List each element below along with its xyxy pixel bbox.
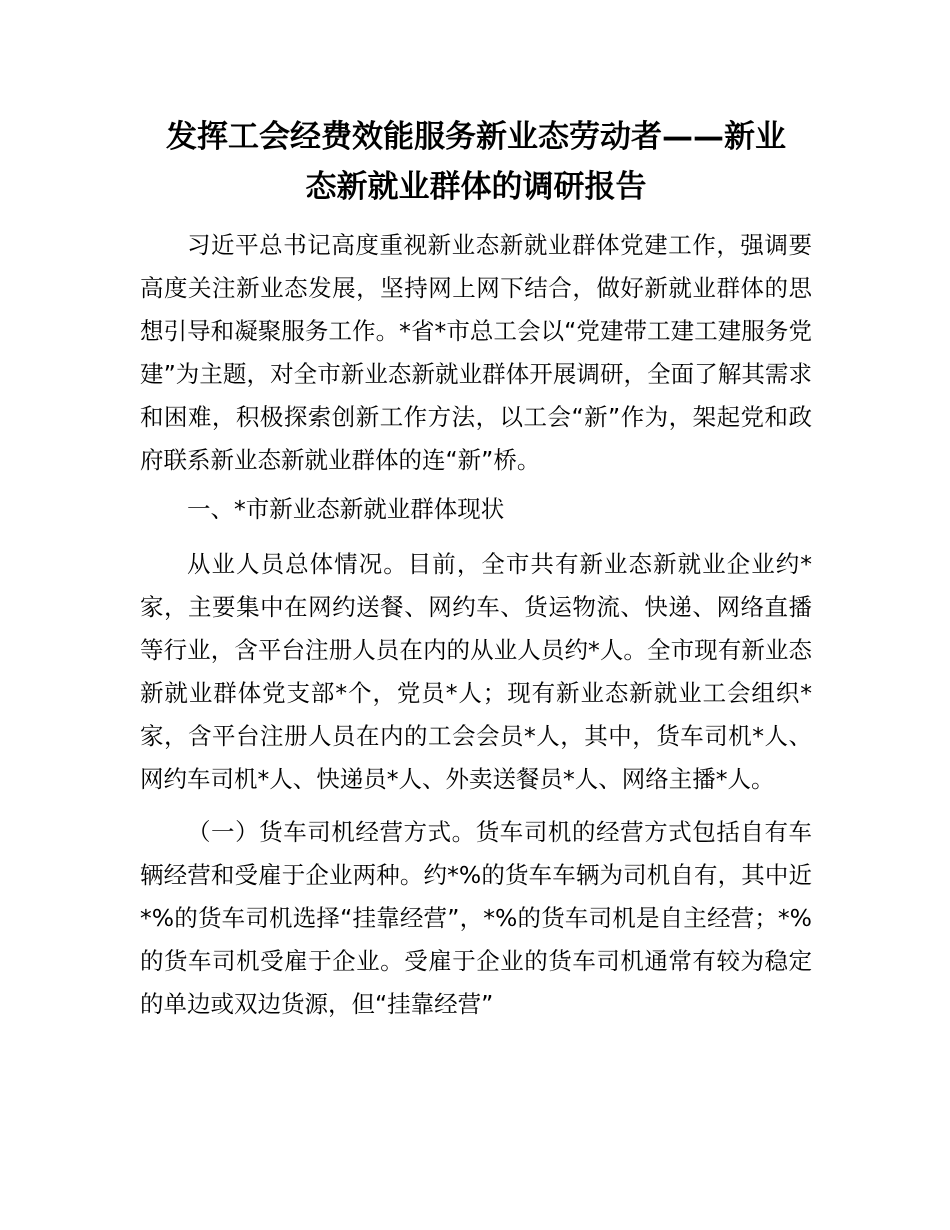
document-title-line-2: 态新就业群体的调研报告 (305, 169, 647, 205)
intro-paragraph: 习近平总书记高度重视新业态新就业群体党建工作，强调要高度关注新业态发展，坚持网上网下结合，做好新就业群体的思想引导和凝聚服务工作。*省*市总工会以“党建带工建工建服务党建”为主题，对全市新业态新就业群体开展调研，全面了解其需求和困难，积极探索创新工作方法，以工会“新”作为，架起党和政府联系新业态新就业群体的连“新”桥。 (140, 231, 812, 474)
section-heading-current-status: 一、*市新业态新就业群体现状 (187, 495, 505, 523)
document-page (140, 112, 812, 1026)
truck-drivers-paragraph: （一）货车司机经营方式。货车司机的经营方式包括自有车辆经营和受雇于企业两种。约*%的货车车辆为司机自有，其中近*%的货车司机选择“挂靠经营”，*%的货车司机是自主经营；*%的货车司机受雇于企业。受雇于企业的货车司机通常有较为稳定的单边或双边货源，但“挂靠经营” (140, 818, 812, 1018)
document-title (140, 112, 812, 212)
document-body (140, 224, 812, 1026)
overview-paragraph: 从业人员总体情况。目前，全市共有新业态新就业企业约*家，主要集中在网约送餐、网约车、货运物流、快递、网络直播等行业，含平台注册人员在内的从业人员约*人。全市现有新业态新就业群体党支部*个，党员*人；现有新业态新就业工会组织*家，含平台注册人员在内的工会会员*人，其中，货车司机*人、网约车司机*人、快递员*人、外卖送餐员*人、网络主播*人。 (140, 550, 812, 793)
document-title-line-1: 发挥工会经费效能服务新业态劳动者——新业 (166, 119, 786, 155)
